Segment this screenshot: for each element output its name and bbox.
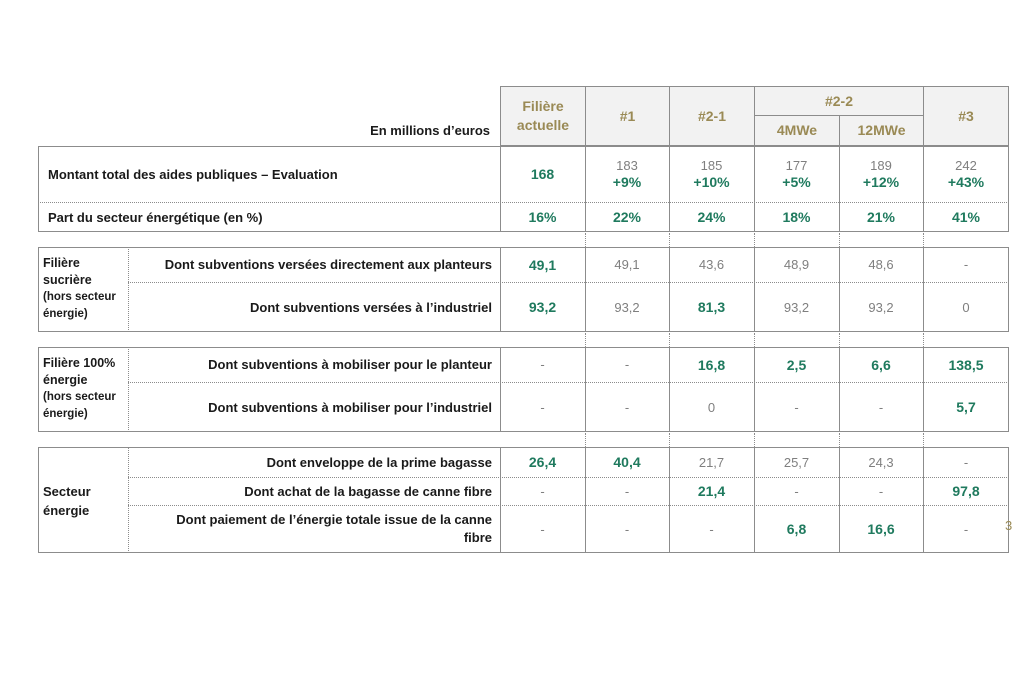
sucriere-industriel-3: 0 (962, 299, 970, 315)
sucriere-planteurs-3: - (963, 257, 969, 272)
part-energie-1: 22% (612, 209, 642, 225)
group-filiere-100-energie-sub: (hors secteur énergie) (43, 391, 116, 420)
spacer-dot (923, 233, 924, 247)
energie-industriel-12mwe: - (878, 399, 884, 415)
achat-bagasse-2-1: 21,4 (697, 483, 726, 499)
sucriere-industriel-1: 93,2 (614, 299, 640, 315)
col-header-2-2-12mwe: 12MWe (839, 115, 924, 146)
energie-planteur-12mwe: 6,6 (871, 356, 891, 373)
total-aides-2-1 (669, 146, 754, 202)
paiement-energie-2-1: - (709, 521, 714, 537)
col-divider (128, 347, 129, 432)
total-aides-4mwe (754, 146, 839, 202)
part-energie-3: 41% (951, 209, 981, 225)
col-header-3: #3 (923, 86, 1009, 146)
spacer-dot (585, 333, 586, 347)
spacer-dot (669, 433, 670, 447)
energie-planteur-4mwe: 2,5 (786, 356, 807, 373)
row-label-total-aides: Montant total des aides publiques – Evaluation (48, 166, 338, 182)
unit-label: En millions d’euros (370, 123, 490, 138)
spacer-dot (754, 233, 755, 247)
total-aides-3-value: 242 (955, 158, 977, 173)
row-label-part-energie: Part du secteur énergétique (en %) (48, 209, 263, 225)
energie-industriel-1: - (624, 399, 630, 415)
sucriere-industriel-4mwe: 93,2 (783, 299, 810, 315)
paiement-energie-1: - (624, 521, 630, 537)
prime-bagasse-1: 40,4 (613, 454, 641, 470)
sucriere-planteurs-2-1: 43,6 (698, 257, 725, 272)
total-aides-3-pct: +43% (947, 174, 985, 190)
paiement-energie-4mwe: 6,8 (786, 521, 807, 537)
energie-planteur-2-1: 16,8 (697, 356, 726, 373)
part-energie-2-1: 24% (697, 209, 726, 225)
total-aides-2-1-pct: +10% (693, 174, 730, 190)
spacer-dot (839, 333, 840, 347)
prime-bagasse-3: - (963, 454, 969, 470)
energie-industriel-actuelle: - (540, 399, 545, 415)
row-label-paiement-energie: Dont paiement de l’énergie totale issue de la canne fibre (176, 512, 492, 545)
total-aides-4mwe-value: 177 (785, 158, 808, 173)
total-aides-12mwe (839, 146, 923, 202)
prime-bagasse-actuelle: 26,4 (528, 454, 557, 470)
energie-industriel-4mwe: - (794, 399, 799, 415)
col-header-2-1: #2-1 (669, 86, 755, 146)
prime-bagasse-4mwe: 25,7 (783, 454, 810, 470)
part-energie-4mwe: 18% (782, 209, 811, 225)
achat-bagasse-3: 97,8 (952, 483, 980, 499)
page-number: 3 (1005, 518, 1013, 533)
total-aides-2-1-value: 185 (700, 158, 723, 173)
col-header-1: #1 (585, 86, 670, 146)
sucriere-planteurs-1: 49,1 (614, 257, 640, 272)
sucriere-industriel-actuelle: 93,2 (528, 299, 557, 315)
part-energie-actuelle: 16% (528, 209, 557, 225)
paiement-energie-3: - (963, 521, 969, 537)
col-header-filiere-actuelle-text: Filière actuelle (516, 98, 570, 133)
paiement-energie-actuelle: - (540, 521, 545, 537)
col-header-2-2: #2-2 (754, 86, 924, 116)
spacer-dot (585, 233, 586, 247)
energie-industriel-2-1: 0 (707, 399, 716, 415)
paiement-energie-12mwe: 16,6 (867, 521, 895, 537)
row-label-sucriere-industriel: Dont subventions versées à l’industriel (249, 299, 492, 315)
sucriere-industriel-2-1: 81,3 (697, 299, 726, 315)
total-aides-1 (585, 146, 669, 202)
achat-bagasse-actuelle: - (540, 483, 545, 499)
total-aides-4mwe-pct: +5% (782, 174, 811, 190)
group-filiere-sucriere-sub: (hors secteur énergie) (43, 291, 116, 320)
group-filiere-sucriere (43, 255, 127, 323)
spacer-dot (923, 433, 924, 447)
group-filiere-sucriere-title: Filière sucrière (43, 256, 92, 287)
row-label-sucriere-planteurs: Dont subventions versées directement aux planteurs (164, 257, 492, 272)
spacer-dot (839, 233, 840, 247)
prime-bagasse-12mwe: 24,3 (868, 454, 894, 470)
spacer-dot (754, 333, 755, 347)
total-aides-12mwe-value: 189 (870, 158, 892, 173)
spacer-dot (585, 433, 586, 447)
row-label-energie-planteur: Dont subventions à mobiliser pour le planteur (208, 357, 492, 372)
achat-bagasse-4mwe: - (794, 483, 799, 499)
energie-planteur-1: - (624, 357, 630, 372)
spacer-dot (669, 233, 670, 247)
achat-bagasse-1: - (624, 483, 630, 499)
energie-planteur-3: 138,5 (948, 356, 984, 373)
sucriere-planteurs-4mwe: 48,9 (783, 257, 810, 272)
row-label-energie-industriel: Dont subventions à mobiliser pour l’industriel (208, 399, 492, 415)
spacer-dot (923, 333, 924, 347)
row-label-prime-bagasse: Dont enveloppe de la prime bagasse (266, 454, 492, 470)
sucriere-planteurs-actuelle: 49,1 (528, 256, 557, 273)
achat-bagasse-12mwe: - (878, 483, 884, 499)
group-filiere-100-energie (43, 355, 127, 423)
sucriere-industriel-12mwe: 93,2 (868, 299, 894, 315)
col-divider (128, 447, 129, 553)
total-aides-actuelle (500, 146, 585, 202)
total-aides-1-pct: +9% (612, 174, 642, 190)
spacer-dot (669, 333, 670, 347)
part-energie-12mwe: 21% (866, 209, 896, 225)
total-aides-actuelle-value: 168 (530, 166, 555, 182)
col-header-2-2-4mwe: 4MWe (754, 115, 840, 146)
total-aides-12mwe-pct: +12% (862, 174, 900, 190)
spacer-dot (839, 433, 840, 447)
col-header-filiere-actuelle (500, 86, 586, 146)
spacer-dot (754, 433, 755, 447)
prime-bagasse-2-1: 21,7 (698, 454, 725, 470)
col-divider (128, 247, 129, 332)
total-aides-3 (923, 146, 1009, 202)
sucriere-planteurs-12mwe: 48,6 (868, 257, 894, 272)
total-aides-1-value: 183 (616, 158, 638, 173)
group-secteur-energie: Secteur énergie (43, 484, 91, 518)
energie-planteur-actuelle: - (540, 357, 545, 372)
energie-industriel-3: 5,7 (956, 399, 976, 415)
group-filiere-100-energie-title: Filière 100% énergie (43, 356, 116, 387)
row-label-achat-bagasse: Dont achat de la bagasse de canne fibre (244, 483, 492, 499)
